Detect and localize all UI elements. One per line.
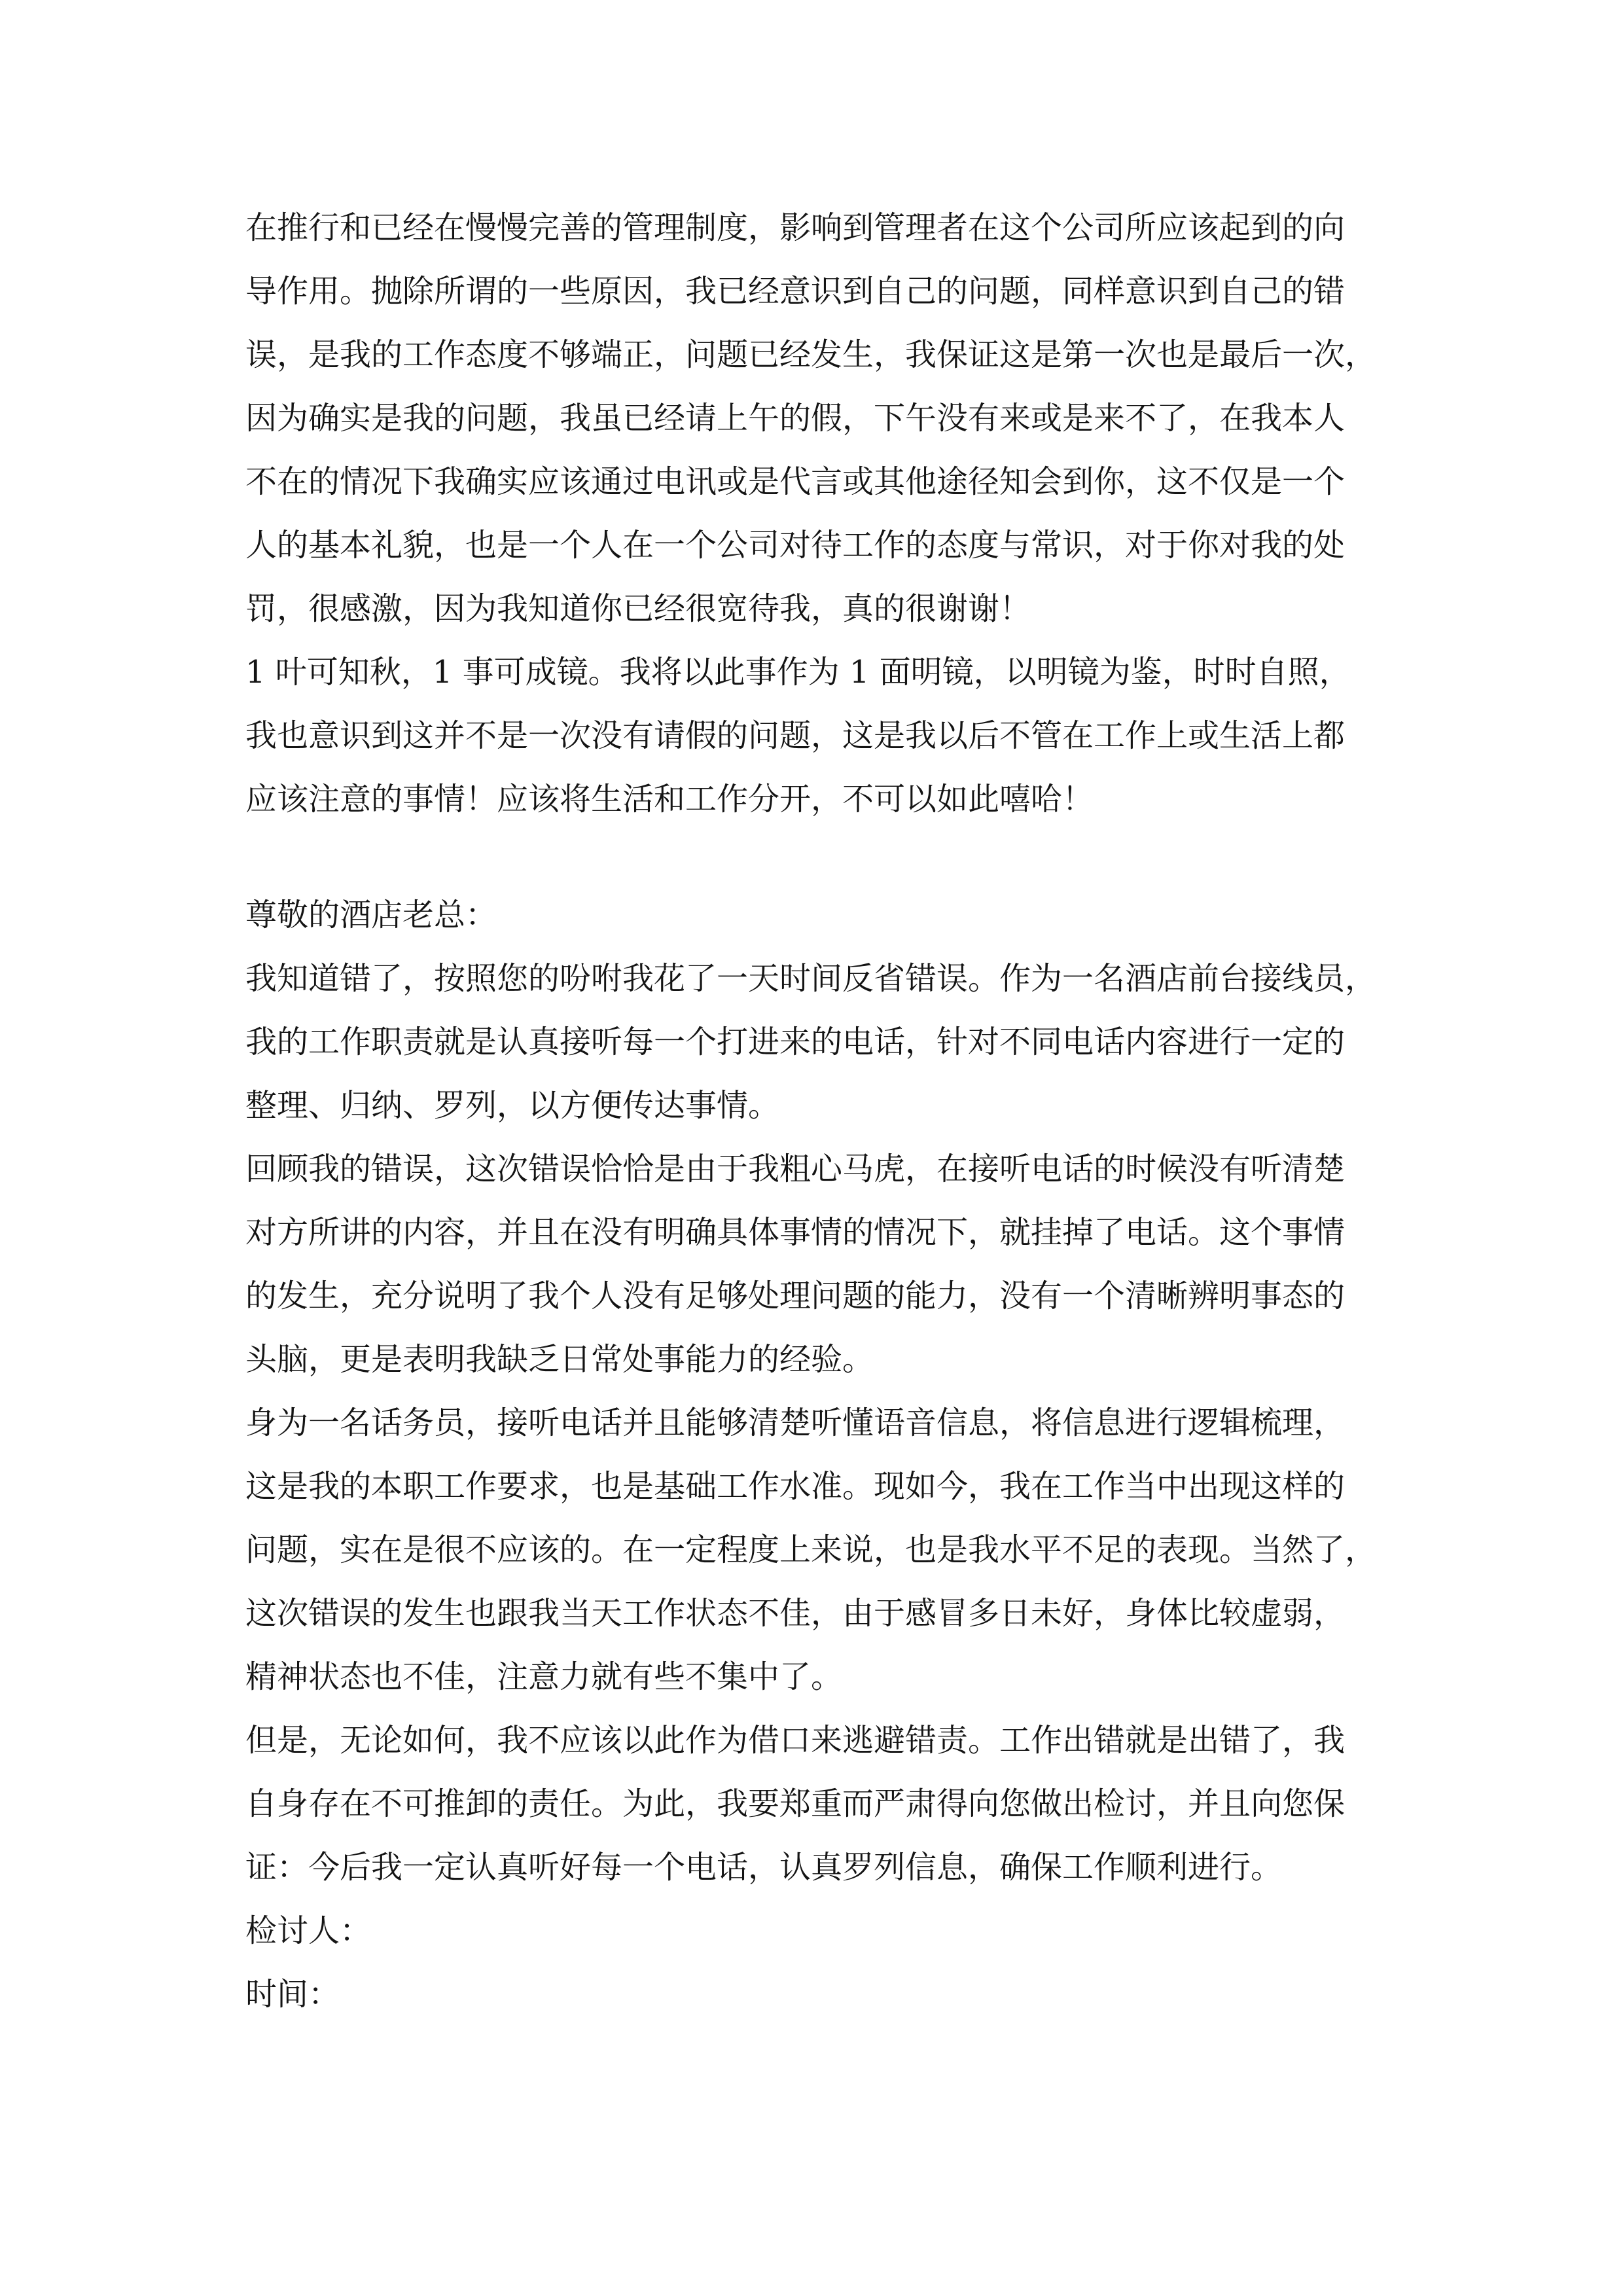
text-line: 精神状态也不佳，注意力就有些不集中了。	[245, 1659, 843, 1695]
text-line: 人的基本礼貌，也是一个人在一个公司对待工作的态度与常识，对于你对我的处	[245, 527, 1346, 564]
text-line: 误，是我的工作态度不够端正，问题已经发生，我保证这是第一次也是最后一次，	[245, 336, 1377, 373]
text-line: 罚，很感激，因为我知道你已经很宽待我，真的很谢谢！	[245, 590, 1031, 627]
text-line: 头脑，更是表明我缺乏日常处事能力的经验。	[245, 1341, 874, 1378]
text-line: 这是我的本职工作要求，也是基础工作水准。现如今，我在工作当中出现这样的	[245, 1468, 1346, 1505]
text-line: 整理、归纳、罗列，以方便传达事情。	[245, 1087, 780, 1124]
letter-salutation: 尊敬的酒店老总：	[245, 897, 497, 933]
text-line: 我也意识到这并不是一次没有请假的问题，这是我以后不管在工作上或生活上都	[245, 717, 1346, 754]
section-apology-part1	[245, 196, 1384, 831]
text-line: 但是，无论如何，我不应该以此作为借口来逃避错责。工作出错就是出错了，我	[245, 1722, 1346, 1759]
text-line: 的发生，充分说明了我个人没有足够处理问题的能力，没有一个清晰辨明事态的	[245, 1278, 1346, 1314]
text-line: 我的工作职责就是认真接听每一个打进来的电话，针对不同电话内容进行一定的	[245, 1024, 1346, 1060]
text-line: 不在的情况下我确实应该通过电讯或是代言或其他途径知会到你，这不仅是一个	[245, 463, 1346, 500]
document-page	[245, 196, 1384, 2026]
date-label: 时间：	[245, 1976, 340, 2013]
text-line: 1 叶可知秋，1 事可成镜。我将以此事作为 1 面明镜，以明镜为鉴，时时自照，	[245, 654, 1351, 691]
text-line: 对方所讲的内容，并且在没有明确具体事情的情况下，就挂掉了电话。这个事情	[245, 1214, 1346, 1251]
section-apology-letter	[245, 884, 1384, 2026]
text-line: 在推行和已经在慢慢完善的管理制度，影响到管理者在这个公司所应该起到的向	[245, 209, 1346, 246]
text-line: 证：今后我一定认真听好每一个电话，认真罗列信息，确保工作顺利进行。	[245, 1849, 1283, 1886]
text-line: 问题，实在是很不应该的。在一定程度上来说，也是我水平不足的表现。当然了，	[245, 1532, 1377, 1568]
text-line: 应该注意的事情！应该将生活和工作分开，不可以如此嘻哈！	[245, 781, 1094, 817]
text-line: 这次错误的发生也跟我当天工作状态不佳，由于感冒多日未好，身体比较虚弱，	[245, 1595, 1346, 1632]
section-gap	[245, 831, 1384, 884]
text-line: 因为确实是我的问题，我虽已经请上午的假，下午没有来或是来不了，在我本人	[245, 400, 1346, 437]
text-line: 回顾我的错误，这次错误恰恰是由于我粗心马虎，在接听电话的时候没有听清楚	[245, 1151, 1346, 1187]
text-line: 我知道错了，按照您的吩咐我花了一天时间反省错误。作为一名酒店前台接线员，	[245, 960, 1377, 997]
text-line: 身为一名话务员，接听电话并且能够清楚听懂语音信息，将信息进行逻辑梳理，	[245, 1405, 1346, 1441]
text-line: 自身存在不可推卸的责任。为此，我要郑重而严肃得向您做出检讨，并且向您保	[245, 1785, 1346, 1822]
text-line: 导作用。抛除所谓的一些原因，我已经意识到自己的问题，同样意识到自己的错	[245, 273, 1346, 310]
signature-label: 检讨人：	[245, 1912, 372, 1949]
